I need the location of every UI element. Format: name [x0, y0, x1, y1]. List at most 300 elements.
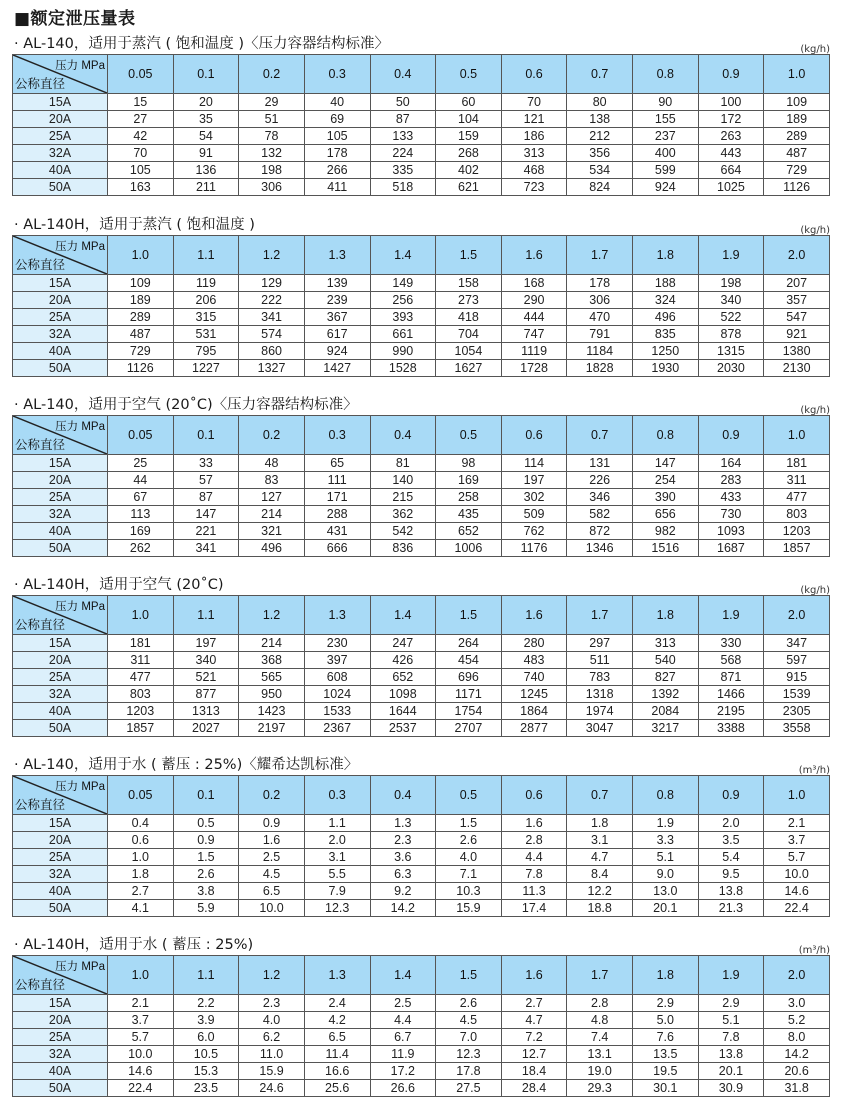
nominal-diameter-cell: 15A — [13, 94, 108, 111]
nominal-diameter-cell: 50A — [13, 360, 108, 377]
header-row — [13, 956, 830, 995]
capacity-value-cell: 315 — [173, 309, 239, 326]
capacity-value-cell: 87 — [370, 111, 436, 128]
capacity-value-cell: 8.4 — [567, 866, 633, 883]
capacity-value-cell: 4.5 — [239, 866, 305, 883]
capacity-value-cell: 2197 — [239, 720, 305, 737]
capacity-value-cell: 283 — [698, 472, 764, 489]
capacity-value-cell: 42 — [108, 128, 174, 145]
diameter-axis-label: 公称直径 — [15, 258, 66, 272]
capacity-value-cell: 431 — [304, 523, 370, 540]
capacity-value-cell: 5.5 — [304, 866, 370, 883]
capacity-value-cell: 290 — [501, 292, 567, 309]
table-row — [13, 849, 830, 866]
capacity-value-cell: 540 — [633, 652, 699, 669]
pressure-column-header: 1.0 — [764, 776, 830, 815]
capacity-value-cell: 1.8 — [108, 866, 174, 883]
capacity-value-cell: 368 — [239, 652, 305, 669]
capacity-value-cell: 140 — [370, 472, 436, 489]
capacity-value-cell: 15.9 — [239, 1063, 305, 1080]
capacity-value-cell: 168 — [501, 275, 567, 292]
capacity-value-cell: 147 — [173, 506, 239, 523]
capacity-value-cell: 258 — [436, 489, 502, 506]
capacity-value-cell: 119 — [173, 275, 239, 292]
capacity-value-cell: 568 — [698, 652, 764, 669]
nominal-diameter-cell: 50A — [13, 720, 108, 737]
capacity-value-cell: 321 — [239, 523, 305, 540]
capacity-value-cell: 1380 — [764, 343, 830, 360]
capacity-value-cell: 921 — [764, 326, 830, 343]
capacity-value-cell: 207 — [764, 275, 830, 292]
capacity-value-cell: 5.2 — [764, 1012, 830, 1029]
nominal-diameter-cell: 40A — [13, 703, 108, 720]
table-row — [13, 1029, 830, 1046]
capacity-value-cell: 1.1 — [304, 815, 370, 832]
capacity-value-cell: 12.3 — [304, 900, 370, 917]
nominal-diameter-cell: 40A — [13, 883, 108, 900]
capacity-value-cell: 3.8 — [173, 883, 239, 900]
capacity-value-cell: 171 — [304, 489, 370, 506]
capacity-value-cell: 608 — [304, 669, 370, 686]
pressure-column-header: 0.2 — [239, 776, 305, 815]
pressure-column-header: 0.05 — [108, 416, 174, 455]
capacity-value-cell: 14.6 — [764, 883, 830, 900]
capacity-value-cell: 1024 — [304, 686, 370, 703]
capacity-value-cell: 4.2 — [304, 1012, 370, 1029]
capacity-value-cell: 121 — [501, 111, 567, 128]
capacity-value-cell: 4.7 — [501, 1012, 567, 1029]
capacity-value-cell: 433 — [698, 489, 764, 506]
table-row — [13, 540, 830, 557]
pressure-column-header: 1.9 — [698, 596, 764, 635]
capacity-value-cell: 2.3 — [370, 832, 436, 849]
capacity-value-cell: 7.1 — [436, 866, 502, 883]
pressure-column-header: 1.0 — [108, 236, 174, 275]
unit-label: (kg/h) — [800, 225, 830, 236]
pressure-column-header: 1.8 — [633, 236, 699, 275]
table-row — [13, 523, 830, 540]
pressure-column-header: 0.3 — [304, 416, 370, 455]
pressure-column-header: 1.4 — [370, 956, 436, 995]
table-row — [13, 1046, 830, 1063]
capacity-value-cell: 20.1 — [698, 1063, 764, 1080]
relief-capacity-table — [12, 775, 830, 917]
capacity-value-cell: 21.3 — [698, 900, 764, 917]
capacity-value-cell: 131 — [567, 455, 633, 472]
table-row — [13, 669, 830, 686]
capacity-value-cell: 10.0 — [108, 1046, 174, 1063]
capacity-value-cell: 60 — [436, 94, 502, 111]
capacity-value-cell: 1828 — [567, 360, 633, 377]
capacity-value-cell: 197 — [501, 472, 567, 489]
pressure-column-header: 1.5 — [436, 596, 502, 635]
capacity-value-cell: 3.5 — [698, 832, 764, 849]
table-row — [13, 326, 830, 343]
capacity-value-cell: 40 — [304, 94, 370, 111]
capacity-value-cell: 91 — [173, 145, 239, 162]
capacity-value-cell: 26.6 — [370, 1080, 436, 1097]
capacity-value-cell: 313 — [633, 635, 699, 652]
unit-label: (kg/h) — [800, 585, 830, 596]
nominal-diameter-cell: 15A — [13, 635, 108, 652]
table-row — [13, 111, 830, 128]
pressure-column-header: 1.6 — [501, 236, 567, 275]
capacity-value-cell: 8.0 — [764, 1029, 830, 1046]
capacity-value-cell: 664 — [698, 162, 764, 179]
capacity-value-cell: 4.0 — [239, 1012, 305, 1029]
capacity-value-cell: 10.0 — [764, 866, 830, 883]
capacity-value-cell: 877 — [173, 686, 239, 703]
capacity-value-cell: 111 — [304, 472, 370, 489]
capacity-value-cell: 730 — [698, 506, 764, 523]
nominal-diameter-cell: 40A — [13, 523, 108, 540]
capacity-value-cell: 81 — [370, 455, 436, 472]
capacity-value-cell: 1245 — [501, 686, 567, 703]
capacity-value-cell: 7.4 — [567, 1029, 633, 1046]
capacity-value-cell: 324 — [633, 292, 699, 309]
nominal-diameter-cell: 32A — [13, 686, 108, 703]
pressure-column-header: 1.2 — [239, 956, 305, 995]
capacity-value-cell: 341 — [173, 540, 239, 557]
capacity-value-cell: 12.2 — [567, 883, 633, 900]
relief-capacity-table — [12, 54, 830, 196]
capacity-value-cell: 1427 — [304, 360, 370, 377]
capacity-value-cell: 206 — [173, 292, 239, 309]
pressure-column-header: 1.0 — [764, 55, 830, 94]
table-row — [13, 832, 830, 849]
capacity-value-cell: 44 — [108, 472, 174, 489]
capacity-value-cell: 477 — [764, 489, 830, 506]
capacity-value-cell: 198 — [239, 162, 305, 179]
capacity-value-cell: 1.0 — [108, 849, 174, 866]
capacity-value-cell: 1754 — [436, 703, 502, 720]
capacity-value-cell: 723 — [501, 179, 567, 196]
pressure-column-header: 1.5 — [436, 956, 502, 995]
section-title: · AL-140H，适用于水 ( 蓄压 : 25%) — [14, 937, 254, 953]
nominal-diameter-cell: 15A — [13, 455, 108, 472]
capacity-value-cell: 80 — [567, 94, 633, 111]
capacity-value-cell: 181 — [764, 455, 830, 472]
capacity-value-cell: 28.4 — [501, 1080, 567, 1097]
capacity-value-cell: 1.8 — [567, 815, 633, 832]
table-row — [13, 472, 830, 489]
pressure-column-header: 0.6 — [501, 55, 567, 94]
capacity-value-cell: 1025 — [698, 179, 764, 196]
capacity-value-cell: 496 — [633, 309, 699, 326]
relief-capacity-table — [12, 955, 830, 1097]
pressure-column-header: 0.9 — [698, 416, 764, 455]
capacity-value-cell: 860 — [239, 343, 305, 360]
capacity-value-cell: 306 — [239, 179, 305, 196]
capacity-value-cell: 2.8 — [501, 832, 567, 849]
capacity-value-cell: 1.3 — [370, 815, 436, 832]
capacity-value-cell: 1054 — [436, 343, 502, 360]
capacity-value-cell: 109 — [764, 94, 830, 111]
capacity-value-cell: 105 — [304, 128, 370, 145]
capacity-value-cell: 155 — [633, 111, 699, 128]
capacity-value-cell: 263 — [698, 128, 764, 145]
table-row — [13, 703, 830, 720]
capacity-value-cell: 599 — [633, 162, 699, 179]
capacity-value-cell: 10.3 — [436, 883, 502, 900]
capacity-value-cell: 164 — [698, 455, 764, 472]
pressure-column-header: 1.4 — [370, 236, 436, 275]
capacity-value-cell: 443 — [698, 145, 764, 162]
capacity-value-cell: 139 — [304, 275, 370, 292]
nominal-diameter-cell: 50A — [13, 1080, 108, 1097]
pressure-column-header: 0.8 — [633, 776, 699, 815]
capacity-value-cell: 273 — [436, 292, 502, 309]
capacity-value-cell: 0.6 — [108, 832, 174, 849]
table-row — [13, 128, 830, 145]
capacity-value-cell: 297 — [567, 635, 633, 652]
capacity-value-cell: 83 — [239, 472, 305, 489]
capacity-value-cell: 15.9 — [436, 900, 502, 917]
capacity-value-cell: 3.1 — [304, 849, 370, 866]
capacity-value-cell: 90 — [633, 94, 699, 111]
capacity-value-cell: 211 — [173, 179, 239, 196]
capacity-value-cell: 347 — [764, 635, 830, 652]
capacity-value-cell: 5.0 — [633, 1012, 699, 1029]
capacity-value-cell: 67 — [108, 489, 174, 506]
capacity-value-cell: 35 — [173, 111, 239, 128]
capacity-value-cell: 289 — [108, 309, 174, 326]
pressure-column-header: 0.5 — [436, 776, 502, 815]
capacity-value-cell: 280 — [501, 635, 567, 652]
pressure-column-header: 1.9 — [698, 236, 764, 275]
nominal-diameter-cell: 40A — [13, 1063, 108, 1080]
nominal-diameter-cell: 15A — [13, 995, 108, 1012]
header-row — [13, 236, 830, 275]
capacity-value-cell: 982 — [633, 523, 699, 540]
capacity-value-cell: 827 — [633, 669, 699, 686]
capacity-value-cell: 397 — [304, 652, 370, 669]
capacity-value-cell: 22.4 — [764, 900, 830, 917]
capacity-value-cell: 215 — [370, 489, 436, 506]
capacity-value-cell: 1176 — [501, 540, 567, 557]
capacity-value-cell: 3.7 — [108, 1012, 174, 1029]
pressure-column-header: 1.3 — [304, 596, 370, 635]
capacity-value-cell: 266 — [304, 162, 370, 179]
capacity-value-cell: 2707 — [436, 720, 502, 737]
table-row — [13, 94, 830, 111]
capacity-value-cell: 356 — [567, 145, 633, 162]
capacity-value-cell: 24.6 — [239, 1080, 305, 1097]
pressure-column-header: 1.7 — [567, 956, 633, 995]
capacity-value-cell: 12.7 — [501, 1046, 567, 1063]
table-row — [13, 815, 830, 832]
capacity-value-cell: 23.5 — [173, 1080, 239, 1097]
pressure-column-header: 1.4 — [370, 596, 436, 635]
capacity-value-cell: 2.7 — [108, 883, 174, 900]
nominal-diameter-cell: 25A — [13, 128, 108, 145]
pressure-column-header: 1.7 — [567, 236, 633, 275]
capacity-value-cell: 411 — [304, 179, 370, 196]
capacity-value-cell: 10.5 — [173, 1046, 239, 1063]
capacity-value-cell: 1126 — [108, 360, 174, 377]
capacity-value-cell: 16.6 — [304, 1063, 370, 1080]
capacity-value-cell: 15.3 — [173, 1063, 239, 1080]
capacity-value-cell: 13.8 — [698, 1046, 764, 1063]
pressure-column-header: 2.0 — [764, 596, 830, 635]
capacity-value-cell: 402 — [436, 162, 502, 179]
nominal-diameter-cell: 32A — [13, 866, 108, 883]
capacity-value-cell: 2877 — [501, 720, 567, 737]
pressure-column-header: 0.1 — [173, 55, 239, 94]
capacity-value-cell: 9.0 — [633, 866, 699, 883]
capacity-value-cell: 27.5 — [436, 1080, 502, 1097]
capacity-value-cell: 70 — [501, 94, 567, 111]
table-row — [13, 309, 830, 326]
capacity-value-cell: 1250 — [633, 343, 699, 360]
capacity-value-cell: 98 — [436, 455, 502, 472]
capacity-value-cell: 172 — [698, 111, 764, 128]
table-row — [13, 275, 830, 292]
capacity-value-cell: 11.3 — [501, 883, 567, 900]
capacity-value-cell: 357 — [764, 292, 830, 309]
pressure-axis-label: 压力 MPa — [55, 781, 105, 793]
capacity-value-cell: 51 — [239, 111, 305, 128]
capacity-value-cell: 435 — [436, 506, 502, 523]
pressure-column-header: 1.8 — [633, 596, 699, 635]
capacity-value-cell: 114 — [501, 455, 567, 472]
capacity-value-cell: 313 — [501, 145, 567, 162]
pressure-column-header: 1.9 — [698, 956, 764, 995]
pressure-column-header: 1.3 — [304, 956, 370, 995]
capacity-value-cell: 3.7 — [764, 832, 830, 849]
capacity-value-cell: 878 — [698, 326, 764, 343]
capacity-value-cell: 226 — [567, 472, 633, 489]
table-row — [13, 883, 830, 900]
pressure-column-header: 1.8 — [633, 956, 699, 995]
capacity-value-cell: 4.0 — [436, 849, 502, 866]
capacity-value-cell: 109 — [108, 275, 174, 292]
capacity-value-cell: 2.4 — [304, 995, 370, 1012]
capacity-value-cell: 1346 — [567, 540, 633, 557]
corner-header — [13, 416, 108, 455]
table-row — [13, 652, 830, 669]
pressure-column-header: 1.0 — [108, 596, 174, 635]
pressure-column-header: 0.4 — [370, 55, 436, 94]
pressure-column-header: 0.4 — [370, 776, 436, 815]
nominal-diameter-cell: 32A — [13, 326, 108, 343]
capacity-value-cell: 656 — [633, 506, 699, 523]
relief-capacity-table — [12, 595, 830, 737]
capacity-value-cell: 237 — [633, 128, 699, 145]
nominal-diameter-cell: 20A — [13, 292, 108, 309]
capacity-value-cell: 181 — [108, 635, 174, 652]
capacity-value-cell: 390 — [633, 489, 699, 506]
capacity-value-cell: 214 — [239, 635, 305, 652]
capacity-value-cell: 306 — [567, 292, 633, 309]
capacity-value-cell: 1539 — [764, 686, 830, 703]
capacity-value-cell: 136 — [173, 162, 239, 179]
pressure-column-header: 0.8 — [633, 416, 699, 455]
pressure-column-header: 1.1 — [173, 956, 239, 995]
capacity-value-cell: 11.4 — [304, 1046, 370, 1063]
capacity-value-cell: 13.8 — [698, 883, 764, 900]
capacity-value-cell: 3.6 — [370, 849, 436, 866]
nominal-diameter-cell: 32A — [13, 506, 108, 523]
capacity-value-cell: 531 — [173, 326, 239, 343]
capacity-value-cell: 133 — [370, 128, 436, 145]
capacity-value-cell: 836 — [370, 540, 436, 557]
capacity-value-cell: 17.4 — [501, 900, 567, 917]
capacity-value-cell: 13.5 — [633, 1046, 699, 1063]
capacity-value-cell: 1392 — [633, 686, 699, 703]
pressure-column-header: 0.6 — [501, 416, 567, 455]
capacity-value-cell: 1930 — [633, 360, 699, 377]
capacity-value-cell: 1318 — [567, 686, 633, 703]
capacity-value-cell: 0.4 — [108, 815, 174, 832]
capacity-value-cell: 20.6 — [764, 1063, 830, 1080]
capacity-value-cell: 521 — [173, 669, 239, 686]
capacity-value-cell: 57 — [173, 472, 239, 489]
capacity-value-cell: 7.8 — [698, 1029, 764, 1046]
capacity-value-cell: 6.5 — [239, 883, 305, 900]
capacity-value-cell: 1466 — [698, 686, 764, 703]
capacity-value-cell: 783 — [567, 669, 633, 686]
capacity-value-cell: 18.4 — [501, 1063, 567, 1080]
section-title: · AL-140，适用于水 ( 蓄压 : 25%)〈耀希达凯标准〉 — [14, 757, 359, 773]
capacity-value-cell: 6.5 — [304, 1029, 370, 1046]
capacity-value-cell: 3.9 — [173, 1012, 239, 1029]
capacity-value-cell: 483 — [501, 652, 567, 669]
nominal-diameter-cell: 25A — [13, 1029, 108, 1046]
capacity-value-cell: 147 — [633, 455, 699, 472]
diameter-axis-label: 公称直径 — [15, 77, 66, 91]
table-row — [13, 686, 830, 703]
pressure-column-header: 0.05 — [108, 776, 174, 815]
capacity-value-cell: 871 — [698, 669, 764, 686]
pressure-column-header: 0.9 — [698, 55, 764, 94]
pressure-column-header: 2.0 — [764, 236, 830, 275]
unit-label: (m³/h) — [798, 765, 830, 776]
capacity-value-cell: 7.9 — [304, 883, 370, 900]
capacity-value-cell: 1327 — [239, 360, 305, 377]
header-row — [13, 596, 830, 635]
capacity-value-cell: 762 — [501, 523, 567, 540]
capacity-value-cell: 565 — [239, 669, 305, 686]
table-row — [13, 179, 830, 196]
capacity-value-cell: 1857 — [764, 540, 830, 557]
nominal-diameter-cell: 32A — [13, 1046, 108, 1063]
capacity-value-cell: 487 — [108, 326, 174, 343]
nominal-diameter-cell: 50A — [13, 179, 108, 196]
capacity-value-cell: 9.2 — [370, 883, 436, 900]
capacity-value-cell: 264 — [436, 635, 502, 652]
table-row — [13, 360, 830, 377]
capacity-value-cell: 0.9 — [173, 832, 239, 849]
header-row — [13, 776, 830, 815]
capacity-value-cell: 2.0 — [304, 832, 370, 849]
pressure-column-header: 0.3 — [304, 55, 370, 94]
pressure-column-header: 0.3 — [304, 776, 370, 815]
capacity-value-cell: 3217 — [633, 720, 699, 737]
table-row — [13, 1080, 830, 1097]
relief-capacity-table — [12, 415, 830, 557]
pressure-column-header: 0.1 — [173, 776, 239, 815]
capacity-value-cell: 2367 — [304, 720, 370, 737]
capacity-value-cell: 1119 — [501, 343, 567, 360]
capacity-value-cell: 487 — [764, 145, 830, 162]
capacity-value-cell: 1533 — [304, 703, 370, 720]
table-row — [13, 720, 830, 737]
capacity-value-cell: 5.7 — [108, 1029, 174, 1046]
capacity-value-cell: 6.7 — [370, 1029, 436, 1046]
table-row — [13, 455, 830, 472]
capacity-value-cell: 9.5 — [698, 866, 764, 883]
